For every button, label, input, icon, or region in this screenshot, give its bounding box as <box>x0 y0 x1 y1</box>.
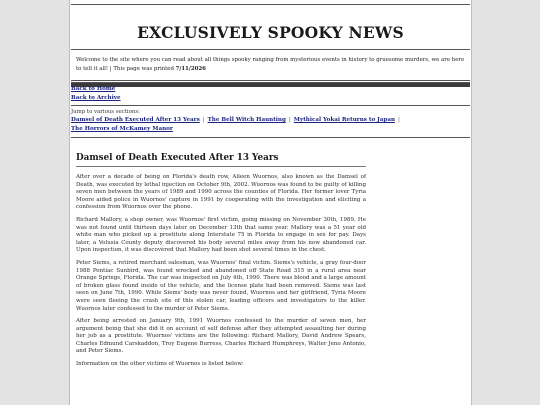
back-to-archive-link[interactable]: Back to Archive <box>71 95 121 101</box>
section-separator: | <box>288 117 291 123</box>
intro-rule <box>71 80 470 81</box>
nav-bottom-rule <box>71 137 470 138</box>
article-paragraph: Information on the other victims of Wuornos is listed below: <box>76 361 244 368</box>
nav-top-rule <box>71 82 470 83</box>
section-separator: | <box>398 117 400 123</box>
section-link-mckamey-manor[interactable]: The Horrors of McKamey Manor <box>71 126 173 132</box>
article-title-rule <box>76 166 366 167</box>
page-container <box>69 0 472 405</box>
article-paragraph: Richard Mallory, a shop owner, was Wuornos' first victim, going missing on November 30th, 1989. He was not found until thirteen days later on December 13th that same year. Mallory was a 51 year old white man who picked up a prostitute along Interstate 75 in Florida to engage in sex for pay. Days later, a Volusia County deputy discovered his body several miles away from his now abandoned car. Upon inspection, it was discovered that Mallory had been shot several times in the chest. <box>76 216 366 254</box>
article-paragraph: Peter Siems, a retired merchant salesman, was Wuornos' final victim. Siems's vehicle, a gray four-door 1988 Pontiac Sunbird, was found wrecked and abandoned off State Road 315 in a rural area near Orange Springs, Florida. The car was inspected on July 4th, 1990. There was blood and a large amount of broken glass found inside of the vehicle, and the license plate had been removed. Siems was last seen on June 7th, 1990. While Siems' body was never found, Wuornos and her girlfriend, Tyria Moore were seen fleeing the crash site of this stolen car, leading officers and investigators to the killer. Wuornos later confessed to the murder of Peter Siems. <box>76 259 366 312</box>
article <box>76 147 366 374</box>
sections-label: Jump to various sections: <box>71 109 140 115</box>
title-rule <box>71 49 470 50</box>
section-separator: | <box>202 117 205 123</box>
sections-list-row-2 <box>71 125 471 134</box>
printed-date: 7/11/2026 <box>175 66 206 72</box>
article-title: Damsel of Death Executed After 13 Years <box>76 153 279 163</box>
site-header <box>70 4 471 87</box>
sections-list <box>71 116 471 125</box>
article-paragraph: After being arrested on January 9th, 1991 Wuornos confessed to the murder of seven men, her argument being that she did it on account of self defense after they attempted assaulting her during her job as a prostitute. Wuornos' victims are the following: Richard Mallory, David Andrew Spears, Charles Edmund Carskaddon, Troy Eugene Burress, Charles Richard Humphreys, Walter Jeno Antonio, and Peter Siems. <box>76 318 366 355</box>
back-to-home-link[interactable]: Back to Home <box>71 86 116 92</box>
article-paragraph: After over a decade of being on Florida's death row, Aileen Wuornos, also known as the Damsel of Death, was executed by lethal injection on October 9th, 2002. Wuornos was found to be guilty of killing seven men between the years of 1989 and 1990 across the counties of Florida. Her former lover Tyria Moore aided police in Wuornos' capture in 1991 by cooperating with the investigation and eliciting a confession from Wuornos over the phone. <box>76 174 366 211</box>
site-title: EXCLUSIVELY SPOOKY NEWS <box>137 23 404 42</box>
section-link-bell-witch[interactable]: The Bell Witch Haunting <box>207 117 286 123</box>
section-link-damsel-of-death[interactable]: Damsel of Death Executed After 13 Years <box>71 117 200 123</box>
header-top-rule <box>71 4 470 5</box>
intro-text <box>76 56 465 74</box>
navigation <box>70 82 471 138</box>
section-link-yokai[interactable]: Mythical Yokai Returns to Japan <box>293 117 396 123</box>
intro-message: Welcome to the site where you can read about all things spooky ranging from mysterious events in history to gruesome murders, we are here to tell it all! | This page was printed <box>76 57 465 72</box>
nav-mid-rule <box>71 105 470 106</box>
